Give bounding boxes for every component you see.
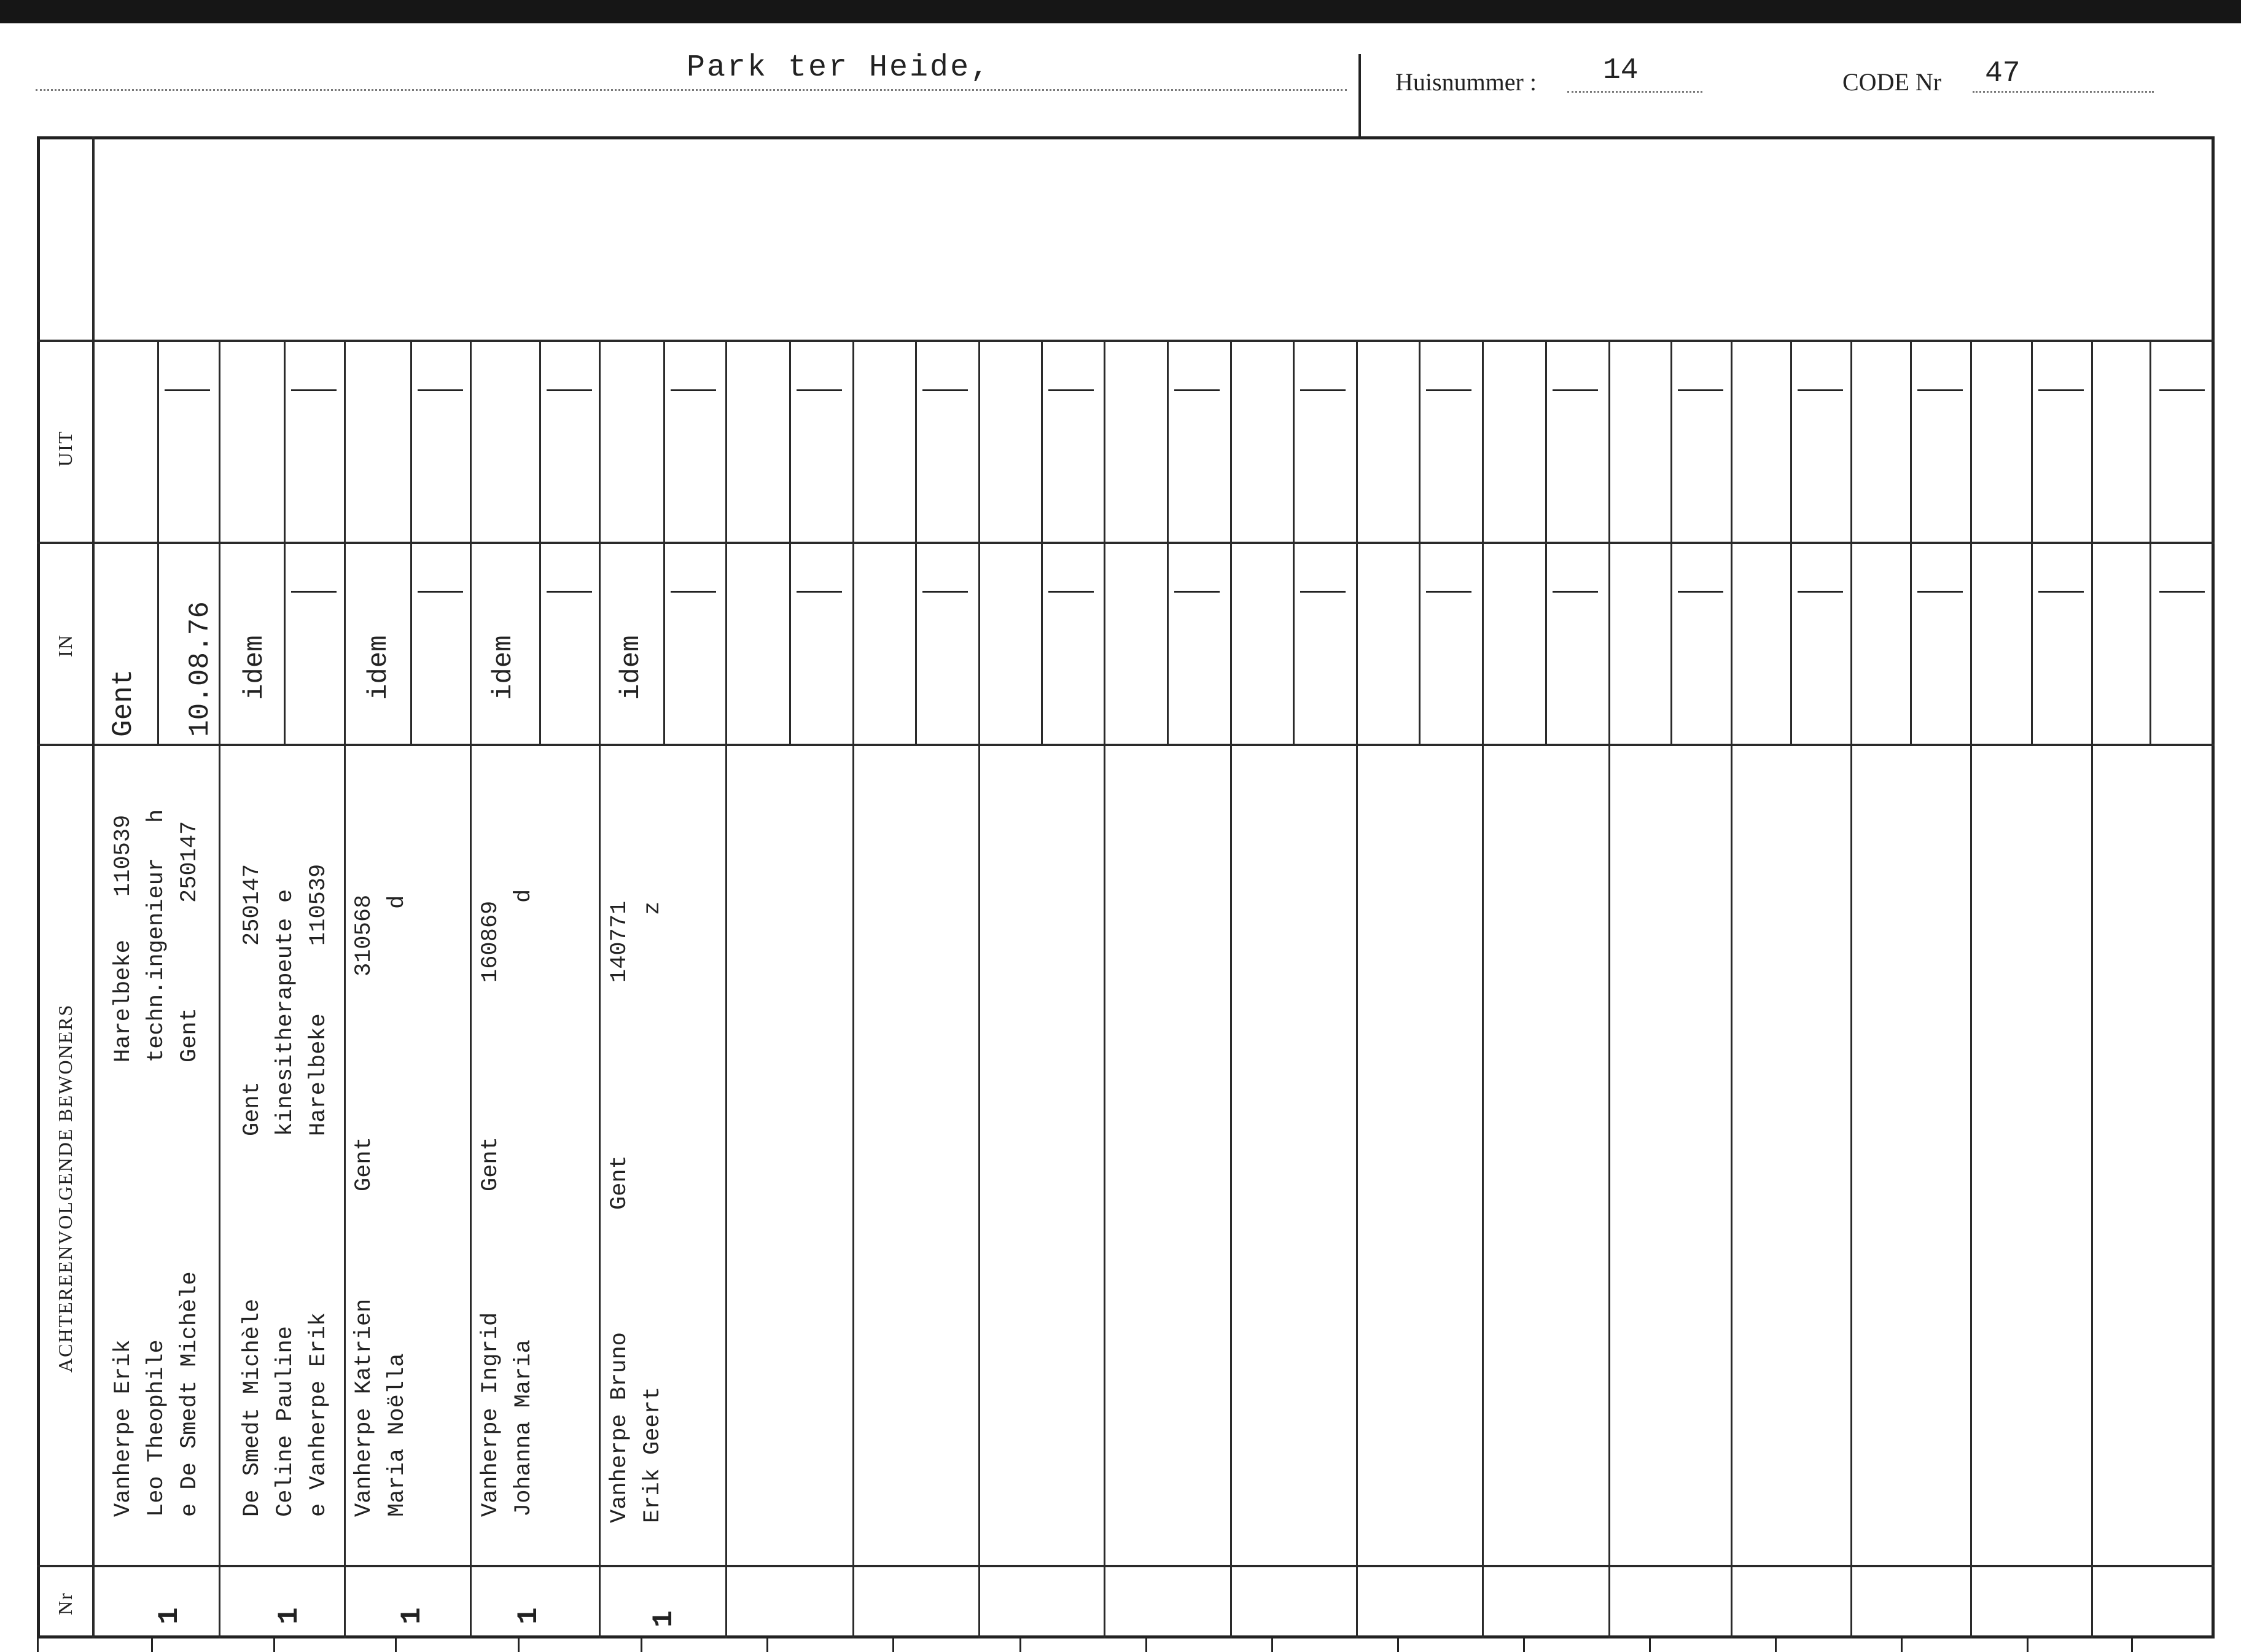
resident-name: De Smedt Michèle bbox=[240, 1298, 265, 1517]
code-dotted-line bbox=[1973, 91, 2154, 93]
rule-nr-top bbox=[92, 1565, 2215, 1567]
resident-place: kinesitherapeute bbox=[273, 918, 298, 1136]
in-empty-mark bbox=[1798, 591, 1843, 593]
subcol-line bbox=[410, 341, 412, 744]
resident-name: Celine Pauline bbox=[273, 1326, 298, 1517]
col-line bbox=[1970, 341, 1972, 1638]
col-line bbox=[1482, 341, 1484, 1638]
in-empty-mark bbox=[291, 591, 337, 593]
rule-residents-top bbox=[92, 744, 2215, 746]
subcol-line bbox=[915, 341, 917, 744]
uit-empty-mark bbox=[1798, 389, 1843, 391]
resident-code: 160869 bbox=[478, 900, 504, 983]
in-place: Gent bbox=[107, 669, 139, 737]
col-line bbox=[1731, 341, 1732, 1638]
bottom-tick bbox=[1397, 1637, 1399, 1652]
uit-empty-mark bbox=[2159, 389, 2205, 391]
in-empty-mark bbox=[671, 591, 716, 593]
subcol-line bbox=[1419, 341, 1421, 744]
resident-place: Gent bbox=[351, 1137, 377, 1191]
uit-empty-mark bbox=[1426, 389, 1471, 391]
uit-empty-mark bbox=[1048, 389, 1094, 391]
label-rule-4 bbox=[37, 1565, 92, 1567]
code-label: CODE Nr bbox=[1842, 68, 1942, 96]
column-label-nr: Nr bbox=[54, 1592, 76, 1615]
uit-empty-mark bbox=[797, 389, 842, 391]
uit-empty-mark bbox=[922, 389, 968, 391]
bottom-tick bbox=[1145, 1637, 1147, 1652]
resident-place: Gent bbox=[478, 1137, 504, 1191]
in-place: idem bbox=[488, 635, 519, 700]
uit-empty-mark bbox=[671, 389, 716, 391]
uit-empty-mark bbox=[547, 389, 592, 391]
bottom-tick bbox=[518, 1637, 520, 1652]
col-line bbox=[599, 341, 601, 1638]
code-value: 47 bbox=[1985, 57, 2021, 90]
subcol-line bbox=[1910, 341, 1912, 744]
subcol-line bbox=[284, 341, 286, 744]
column-label-residents: ACHTEREENVOLGENDE BEWONERS bbox=[54, 1003, 76, 1373]
subcol-line bbox=[1293, 341, 1295, 744]
col-line bbox=[1230, 341, 1232, 1638]
label-rule-2 bbox=[37, 542, 92, 544]
subcol-line bbox=[1670, 341, 1672, 744]
resident-name: Vanherpe Katrien bbox=[351, 1298, 377, 1517]
bottom-tick bbox=[1019, 1637, 1021, 1652]
resident-name: Johanna Maria bbox=[511, 1339, 537, 1517]
bottom-tick bbox=[1775, 1637, 1777, 1652]
resident-place: Gent bbox=[240, 1081, 265, 1136]
bottom-tick bbox=[2027, 1637, 2029, 1652]
entry-nr: 1 bbox=[154, 1607, 185, 1624]
resident-code: 110539 bbox=[111, 814, 136, 897]
in-empty-mark bbox=[547, 591, 592, 593]
in-place: idem bbox=[616, 635, 647, 700]
bottom-tick bbox=[37, 1637, 39, 1652]
col-line bbox=[1608, 341, 1610, 1638]
resident-place: Gent bbox=[177, 1008, 203, 1062]
header-separator bbox=[1358, 54, 1361, 137]
resident-place: Harelbeke bbox=[306, 1013, 332, 1136]
bottom-tick bbox=[395, 1637, 397, 1652]
scan-top-border bbox=[0, 0, 2241, 23]
resident-code: d bbox=[511, 889, 537, 903]
subcol-line bbox=[1041, 341, 1043, 744]
street-name: Park ter Heide, bbox=[687, 50, 991, 85]
huisnummer-dotted-line bbox=[1567, 91, 1702, 93]
in-empty-mark bbox=[2038, 591, 2084, 593]
in-empty-mark bbox=[1300, 591, 1346, 593]
resident-code: 250147 bbox=[240, 863, 265, 946]
resident-name: e Vanherpe Erik bbox=[306, 1312, 332, 1517]
col-line bbox=[1104, 341, 1105, 1638]
in-date: 10.08.76 bbox=[184, 601, 216, 737]
uit-empty-mark bbox=[1678, 389, 1723, 391]
resident-code: 310568 bbox=[351, 894, 377, 976]
col-line bbox=[219, 341, 220, 1638]
in-place: idem bbox=[364, 635, 394, 700]
col-line bbox=[978, 341, 980, 1638]
resident-code: e bbox=[273, 889, 298, 903]
resident-name: Erik Geert bbox=[640, 1386, 666, 1523]
subcol-line bbox=[2031, 341, 2033, 744]
resident-place: Gent bbox=[607, 1155, 633, 1210]
bottom-tick bbox=[1271, 1637, 1273, 1652]
resident-code: 140771 bbox=[607, 900, 633, 983]
bottom-tick bbox=[766, 1637, 768, 1652]
col-line bbox=[852, 341, 854, 1638]
resident-place: techn.ingenieur bbox=[144, 857, 170, 1062]
subcol-line bbox=[2149, 341, 2151, 744]
entry-nr: 1 bbox=[513, 1607, 545, 1624]
subcol-line bbox=[1167, 341, 1169, 744]
subcol-line bbox=[1545, 341, 1547, 744]
bottom-tick bbox=[2131, 1637, 2133, 1652]
in-empty-mark bbox=[922, 591, 968, 593]
bottom-tick bbox=[273, 1637, 275, 1652]
bottom-tick bbox=[641, 1637, 642, 1652]
bottom-tick bbox=[151, 1637, 153, 1652]
huisnummer-label: Huisnummer : bbox=[1395, 68, 1537, 96]
uit-empty-mark bbox=[418, 389, 463, 391]
resident-name: Vanherpe Ingrid bbox=[478, 1312, 504, 1517]
col-line bbox=[470, 341, 472, 1638]
label-column-separator bbox=[92, 136, 95, 1638]
resident-name: e De Smedt Michèle bbox=[177, 1271, 203, 1517]
in-empty-mark bbox=[418, 591, 463, 593]
in-empty-mark bbox=[797, 591, 842, 593]
col-line bbox=[2091, 341, 2093, 1638]
huisnummer-value: 14 bbox=[1603, 54, 1639, 87]
in-empty-mark bbox=[2159, 591, 2205, 593]
resident-place: Harelbeke bbox=[111, 940, 136, 1062]
resident-code: h bbox=[144, 809, 170, 823]
column-label-in: IN bbox=[54, 634, 76, 657]
col-line bbox=[1850, 341, 1852, 1638]
street-dotted-line bbox=[36, 89, 1347, 91]
bottom-tick bbox=[1649, 1637, 1651, 1652]
bottom-tick bbox=[1523, 1637, 1525, 1652]
uit-empty-mark bbox=[165, 389, 210, 391]
uit-empty-mark bbox=[1917, 389, 1963, 391]
bottom-tick bbox=[1901, 1637, 1903, 1652]
subcol-line bbox=[663, 341, 665, 744]
resident-name: Vanherpe Bruno bbox=[607, 1332, 633, 1523]
entry-nr: 1 bbox=[648, 1610, 680, 1627]
subcol-line bbox=[789, 341, 791, 744]
in-date: idem bbox=[240, 635, 270, 700]
in-empty-mark bbox=[1678, 591, 1723, 593]
in-empty-mark bbox=[1553, 591, 1598, 593]
column-label-uit: UIT bbox=[54, 430, 76, 467]
uit-empty-mark bbox=[1553, 389, 1598, 391]
resident-name: Maria Noëlla bbox=[384, 1353, 410, 1517]
resident-code: z bbox=[640, 901, 666, 915]
entry-nr: 1 bbox=[396, 1607, 428, 1624]
subcol-line bbox=[539, 341, 541, 744]
resident-name: Leo Theophile bbox=[144, 1339, 170, 1517]
entry-nr: 1 bbox=[273, 1607, 305, 1624]
label-rule-3 bbox=[37, 744, 92, 746]
uit-empty-mark bbox=[1300, 389, 1346, 391]
col-line bbox=[344, 341, 346, 1638]
uit-empty-mark bbox=[2038, 389, 2084, 391]
in-empty-mark bbox=[1048, 591, 1094, 593]
uit-empty-mark bbox=[291, 389, 337, 391]
col-line bbox=[1356, 341, 1358, 1638]
resident-code: 250147 bbox=[177, 820, 203, 903]
subcol-line bbox=[157, 341, 159, 744]
uit-empty-mark bbox=[1174, 389, 1220, 391]
subcol-line bbox=[1790, 341, 1792, 744]
resident-code: 110539 bbox=[306, 863, 332, 946]
in-empty-mark bbox=[1917, 591, 1963, 593]
col-line bbox=[725, 341, 727, 1638]
in-empty-mark bbox=[1426, 591, 1471, 593]
resident-name: Vanherpe Erik bbox=[111, 1339, 136, 1517]
bottom-tick bbox=[892, 1637, 894, 1652]
resident-code: d bbox=[384, 895, 410, 909]
label-rule-1 bbox=[37, 340, 92, 342]
in-empty-mark bbox=[1174, 591, 1220, 593]
